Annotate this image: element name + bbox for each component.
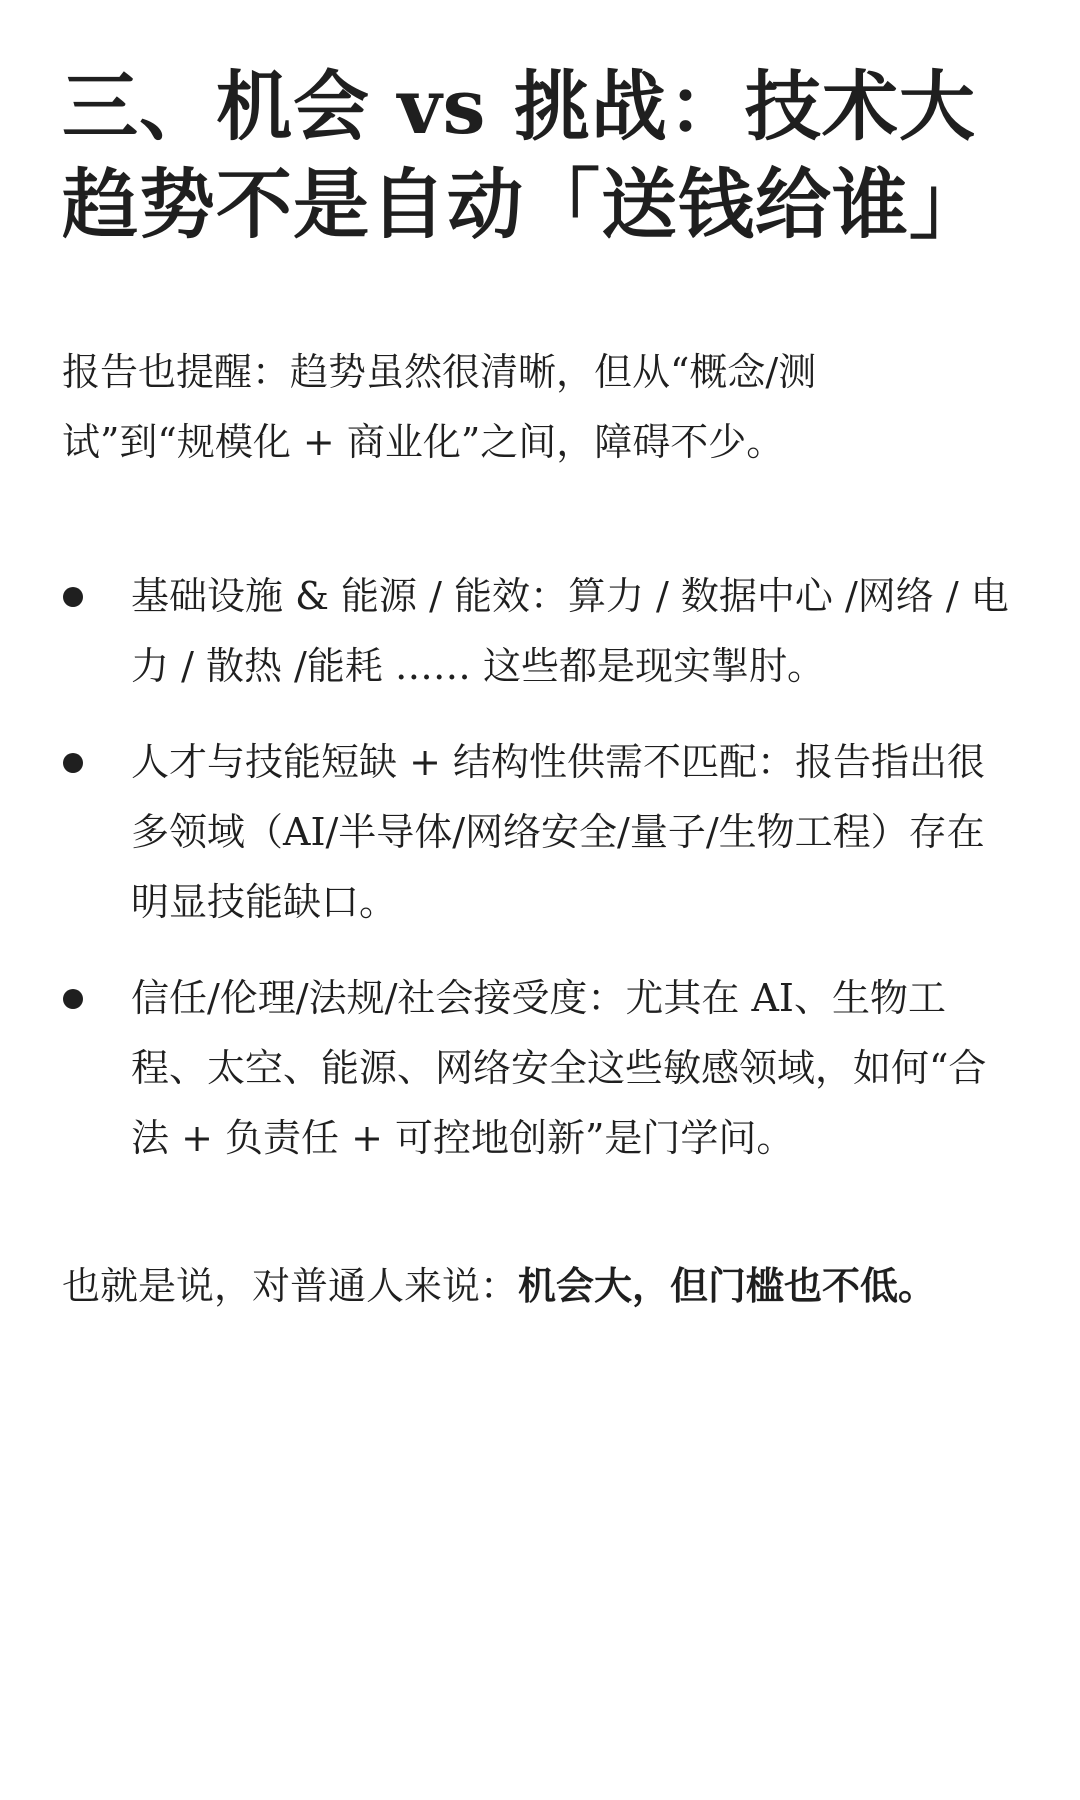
summary-emphasis-text: 机会大，但门槛也不低。: [518, 1263, 937, 1308]
summary-lead-text: 也就是说，对普通人来说：: [62, 1264, 519, 1308]
summary-paragraph: [62, 1251, 1020, 1321]
list-item-text: 信任/伦理/法规/社会接受度：尤其在 AI、生物工程、太空、能源、网络安全这些敏感领域，如何“合法 + 负责任 + 可控地创新”是门学问。: [131, 976, 987, 1160]
bullet-dot-icon: [63, 989, 83, 1009]
list-item-text: 人才与技能短缺 + 结构性供需不匹配：报告指出很多领域（AI/半导体/网络安全/量子/生物工程）存在明显技能缺口。: [131, 740, 986, 924]
intro-paragraph: 报告也提醒：趋势虽然很清晰，但从“概念/测试”到“规模化 + 商业化”之间，障碍不少。: [62, 350, 817, 464]
challenge-list: [62, 561, 1020, 1173]
bullet-dot-icon: [63, 753, 83, 773]
list-item-text: 基础设施 & 能源 / 能效：算力 / 数据中心 /网络 / 电力 / 散热 /能耗 …… 这些都是现实掣肘。: [131, 574, 1009, 688]
section-title: 三、机会 vs 挑战：技术大趋势不是自动「送钱给谁」: [62, 62, 986, 249]
list-item: [62, 727, 1020, 937]
list-item: [62, 561, 1020, 701]
bullet-dot-icon: [63, 587, 83, 607]
list-item: [62, 963, 1020, 1173]
